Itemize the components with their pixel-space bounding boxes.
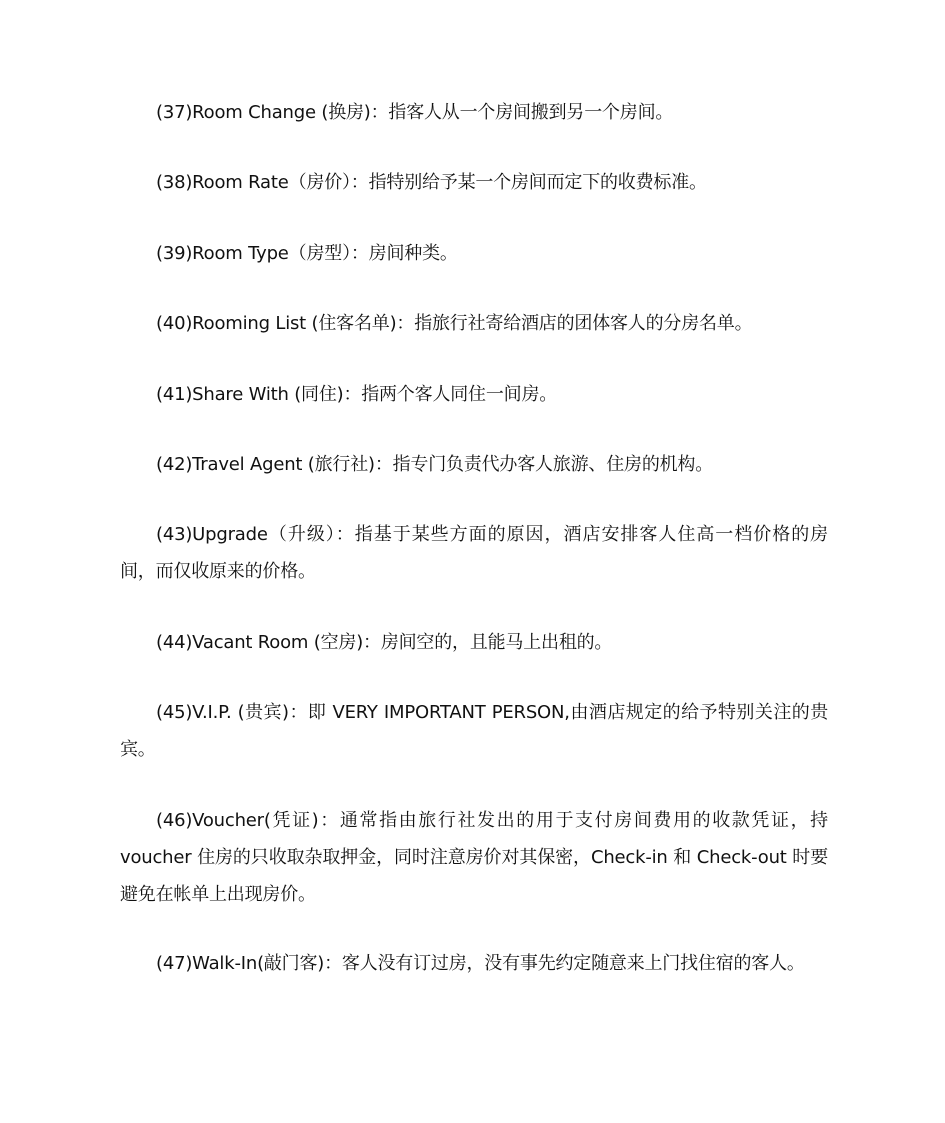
entry-42-travel-agent: (42)Travel Agent (旅行社)：指专门负责代办客人旅游、住房的机构。 xyxy=(156,454,714,475)
entry-44-vacant-room: (44)Vacant Room (空房)：房间空的，且能马上出租的。 xyxy=(156,632,613,653)
entry-38-room-rate: (38)Room Rate（房价）：指特别给予某一个房间而定下的收费标准。 xyxy=(156,172,707,193)
entry-40-rooming-list: (40)Rooming List (住客名单)：指旅行社寄给酒店的团体客人的分房名单。 xyxy=(156,313,753,334)
entry-46-voucher: (46)Voucher(凭证)：通常指由旅行社发出的用于支付房间费用的收款凭证，持voucher 住房的只收取杂取押金，同时注意房价对其保密，Check-in 和 Check-out 时要避免在帐单上出现房价。 xyxy=(120,810,828,905)
entry-43-upgrade: (43)Upgrade（升级）：指基于某些方面的原因，酒店安排客人住高一档价格的房间，而仅收原来的价格。 xyxy=(120,524,828,582)
entry-45-vip: (45)V.I.P. (贵宾)：即 VERY IMPORTANT PERSON,由酒店规定的给予特别关注的贵宾。 xyxy=(120,702,828,760)
entry-41-share-with: (41)Share With (同住)：指两个客人同住一间房。 xyxy=(156,384,558,405)
entry-47-walk-in: (47)Walk-In(敲门客)：客人没有订过房，没有事先约定随意来上门找住宿的客人。 xyxy=(156,953,805,974)
entry-39-room-type: (39)Room Type（房型）：房间种类。 xyxy=(156,243,458,264)
entry-37-room-change: (37)Room Change (换房)：指客人从一个房间搬到另一个房间。 xyxy=(156,102,674,123)
